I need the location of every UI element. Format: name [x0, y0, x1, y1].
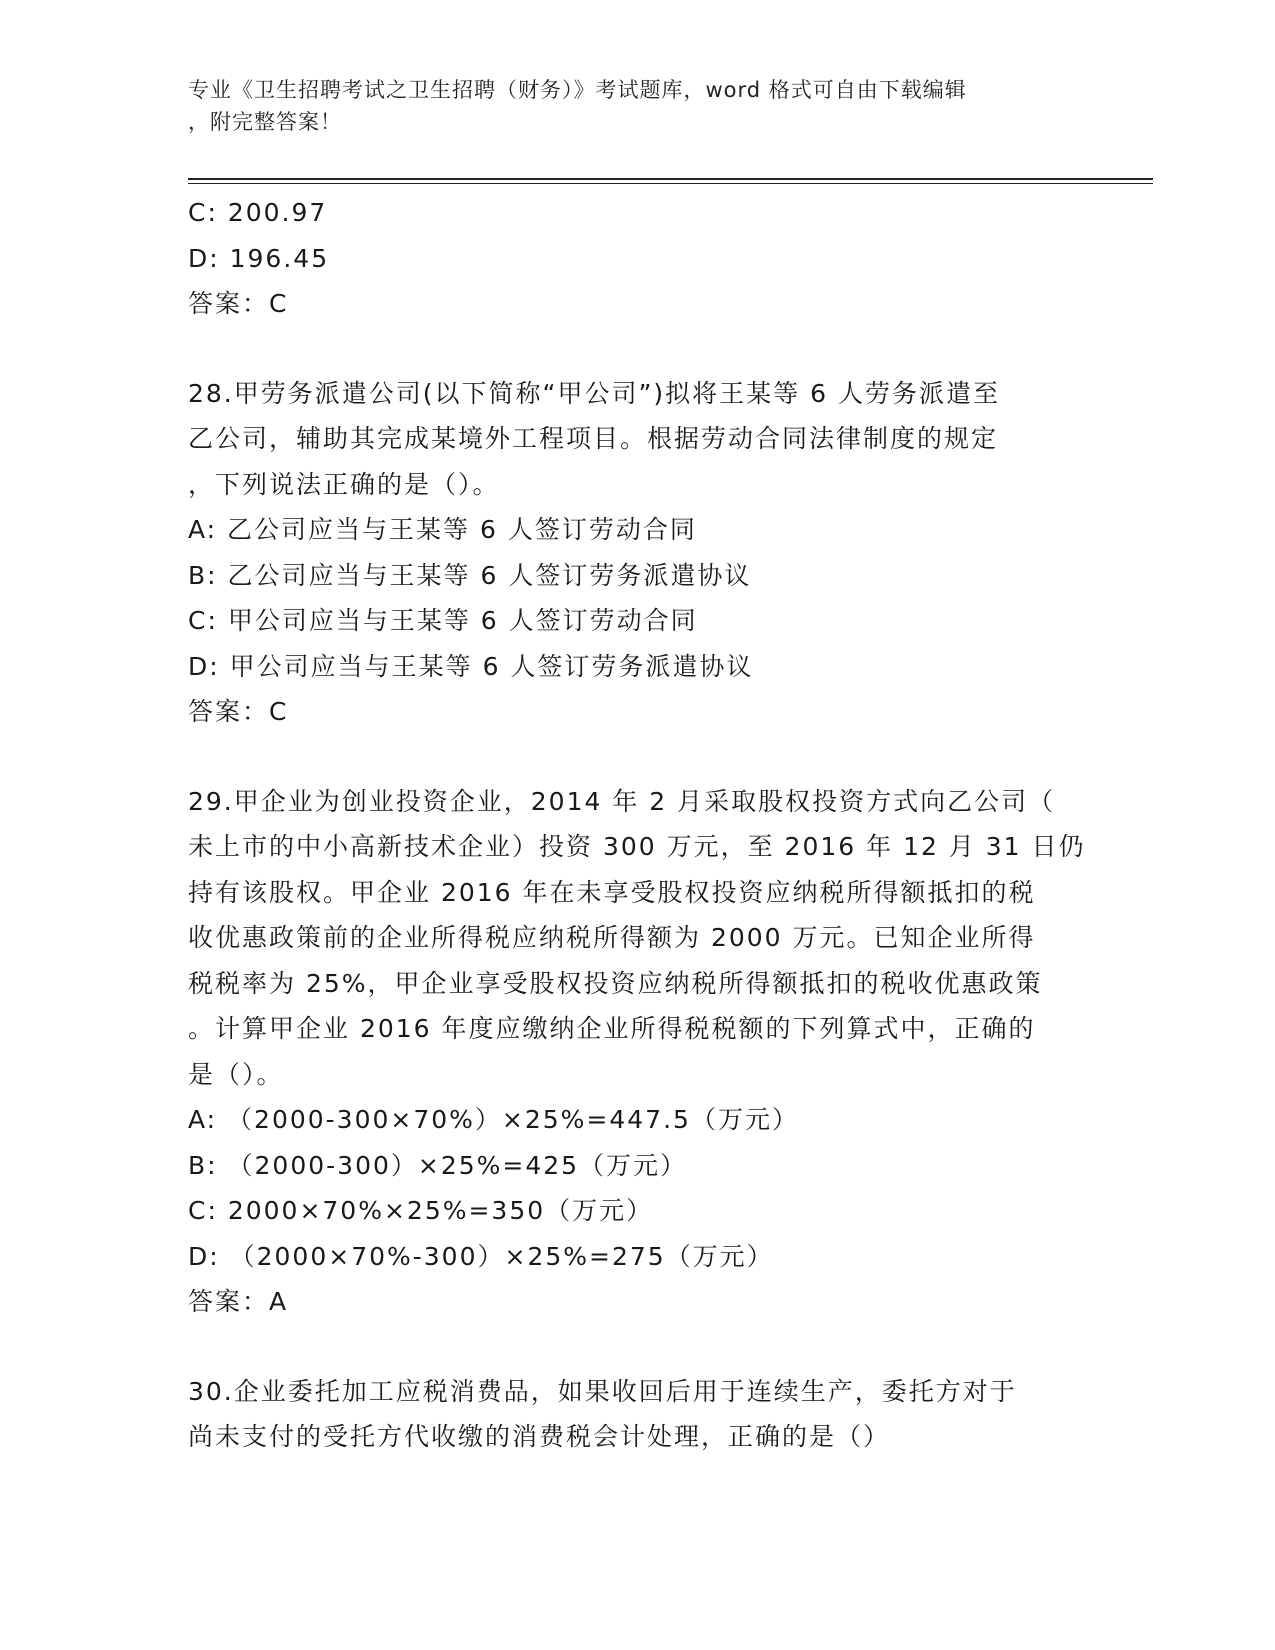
option-d: D: （2000×70%-300）×25%=275（万元） [188, 1241, 774, 1271]
answer-label: 答案：C [188, 289, 289, 318]
page-header [188, 74, 1088, 138]
answer-label: 答案：A [188, 1287, 289, 1316]
spacer [188, 1325, 1088, 1369]
question-text-line: 29.甲企业为创业投资企业，2014 年 2 月采取股权投资方式向乙公司（ [188, 786, 1056, 816]
question-text-line: 28.甲劳务派遣公司(以下简称“甲公司”)拟将王某等 6 人劳务派遣至 [188, 378, 1000, 408]
option-a: A: 乙公司应当与王某等 6 人签订劳动合同 [188, 515, 697, 544]
option-a: A: （2000-300×70%）×25%=447.5（万元） [188, 1105, 799, 1134]
header-line-1: 专业《卫生招聘考试之卫生招聘（财务）》考试题库，word 格式可自由下载编辑 [188, 78, 967, 102]
question-text-line: 30.企业委托加工应税消费品，如果收回后用于连续生产，委托方对于 [188, 1376, 1017, 1406]
question-text-line: 乙公司，辅助其完成某境外工程项目。根据劳动合同法律制度的规定 [188, 424, 999, 453]
option-c: C: 2000×70%×25%=350（万元） [188, 1196, 654, 1225]
question-text-line: 尚未支付的受托方代收缴的消费税会计处理，正确的是（） [188, 1422, 891, 1451]
question-content [188, 190, 1088, 1460]
spacer [188, 327, 1088, 371]
header-rule-thin [188, 183, 1153, 184]
question-29 [188, 779, 1088, 1325]
header-line-2: ，附完整答案！ [188, 110, 342, 134]
question-30 [188, 1369, 1088, 1460]
question-text-line: 税税率为 25%，甲企业享受股权投资应纳税所得额抵扣的税收优惠政策 [188, 968, 1043, 998]
option-d: D: 甲公司应当与王某等 6 人签订劳务派遣协议 [188, 651, 754, 681]
option-b: B: （2000-300）×25%=425（万元） [188, 1150, 688, 1180]
question-text-line: 。计算甲企业 2016 年度应缴纳企业所得税税额的下列算式中，正确的 [188, 1014, 1036, 1043]
question-27-tail [188, 190, 1088, 327]
question-text-line: 持有该股权。甲企业 2016 年在未享受股权投资应纳税所得额抵扣的税 [188, 877, 1036, 907]
question-text-line: 是（）。 [188, 1059, 284, 1089]
question-28 [188, 371, 1088, 735]
option-c: C: 甲公司应当与王某等 6 人签订劳动合同 [188, 606, 698, 635]
question-text-line: ，下列说法正确的是（）。 [188, 469, 500, 499]
answer-label: 答案：C [188, 697, 289, 726]
option-d: D: 196.45 [188, 243, 330, 273]
header-rule-thick [188, 178, 1153, 180]
spacer [188, 735, 1088, 779]
option-c: C: 200.97 [188, 198, 328, 227]
question-text-line: 未上市的中小高新技术企业）投资 300 万元，至 2016 年 12 月 31 日仍 [188, 832, 1086, 861]
option-b: B: 乙公司应当与王某等 6 人签订劳务派遣协议 [188, 560, 752, 590]
question-text-line: 收优惠政策前的企业所得税应纳税所得额为 2000 万元。已知企业所得 [188, 923, 1036, 952]
